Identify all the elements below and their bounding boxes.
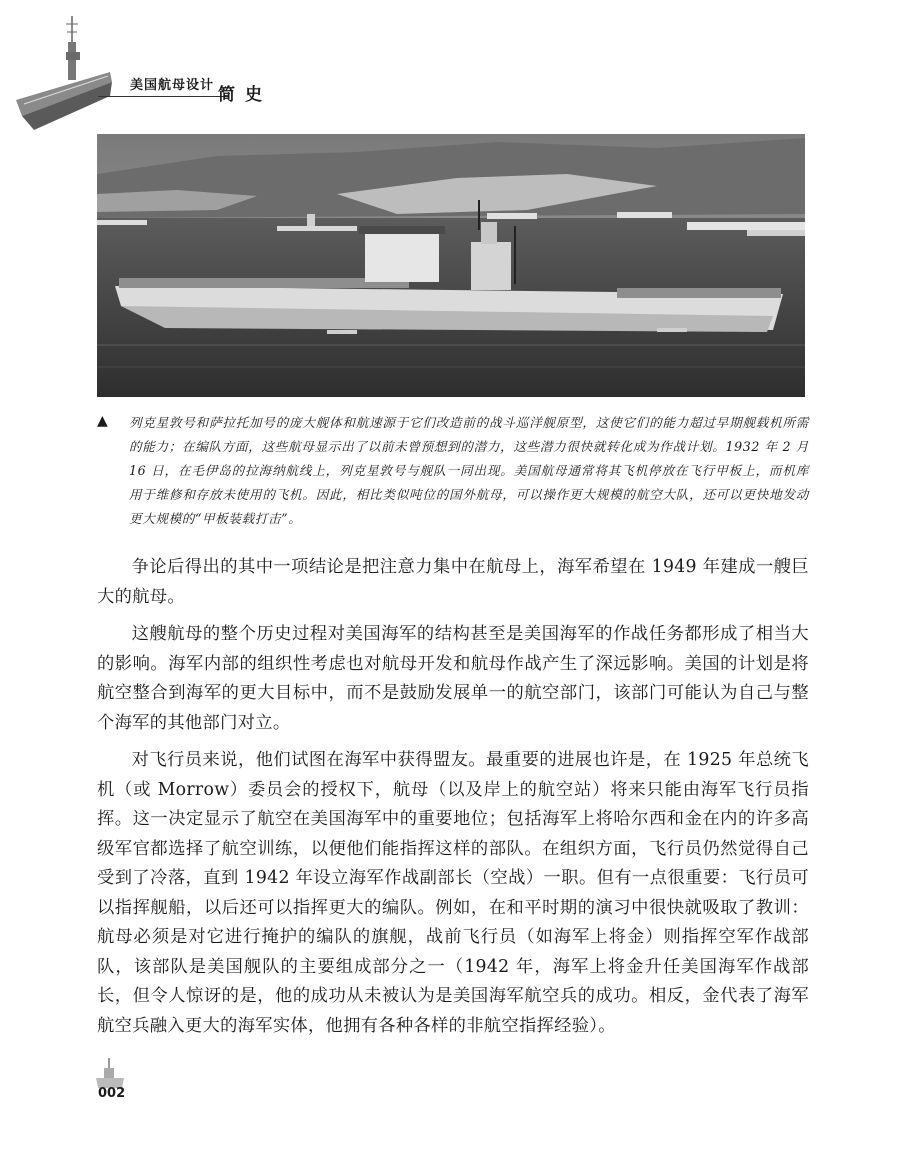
caption-triangle-icon: ▲ <box>97 413 108 429</box>
page-header <box>0 0 900 140</box>
carrier-photograph <box>97 134 805 397</box>
paragraph: 对飞行员来说，他们试图在海军中获得盟友。最重要的进展也许是，在 1925 年总统飞机（或 Morrow）委员会的授权下，航母（以及岸上的航空站）将来只能由海军飞行员指挥。这一决定显示了航空在美国海军中的重要地位；包括海军上将哈尔西和金在内的许多高级军官都选择了航空训练，以便他们能指挥这样的部队。在组织方面，飞行员仍然觉得自己受到了冷落，直到 1942 年设立海军作战副部长（空战）一职。但有一点很重要：飞行员可以指挥舰船，以后还可以指挥更大的编队。例如，在和平时期的演习中很快就吸取了教训：航母必须是对它进行掩护的编队的旗舰，战前飞行员（如海军上将金）则指挥空军作战部队，该部队是美国舰队的主要组成部分之一（1942 年，海军上将金升任美国海军作战部长，但令人惊讶的是，他的成功从未被认为是美国海军航空兵的成功。相反，金代表了海军航空兵融入更大的海军实体，他拥有各种各样的非航空指挥经验）。 <box>97 750 809 1036</box>
body-text <box>97 553 809 1049</box>
footer-ship-icon <box>96 1058 124 1088</box>
paragraph: 这艘航母的整个历史过程对美国海军的结构甚至是美国海军的作战任务都形成了相当大的影响。海军内部的组织性考虑也对航母开发和航母作战产生了深远影响。美国的计划是将航空整合到海军的更大目标中，而不是鼓励发展单一的航空部门，该部门可能认为自己与整个海军的其他部门对立。 <box>97 624 809 733</box>
paragraph: 争论后得出的其中一项结论是把注意力集中在航母上，海军希望在 1949 年建成一艘巨大的航母。 <box>97 557 809 607</box>
section-title: 简史 <box>218 85 272 105</box>
photo-caption <box>97 411 809 531</box>
header-rule <box>98 96 228 97</box>
page-number: 002 <box>98 1086 126 1101</box>
caption-text: 列克星敦号和萨拉托加号的庞大舰体和航速源于它们改造前的战斗巡洋舰原型，这使它们的能力超过早期舰载机所需的能力；在编队方面，这些航母显示出了以前未曾预想到的潜力，这些潜力很快就转化成为作战计划。1932 年 2 月 16 日，在毛伊岛的拉海纳航线上，列克星敦号与舰队一同出现。美国航母通常将其飞机停放在飞行甲板上，而机库用于维修和存放未使用的飞机。因此，相比类似吨位的国外航母，可以操作更大规模的航空大队，还可以更快地发动更大规模的“甲板装载打击”。 <box>129 415 809 526</box>
carrier-icon <box>14 12 114 132</box>
book-title: 美国航母设计 <box>130 78 215 93</box>
